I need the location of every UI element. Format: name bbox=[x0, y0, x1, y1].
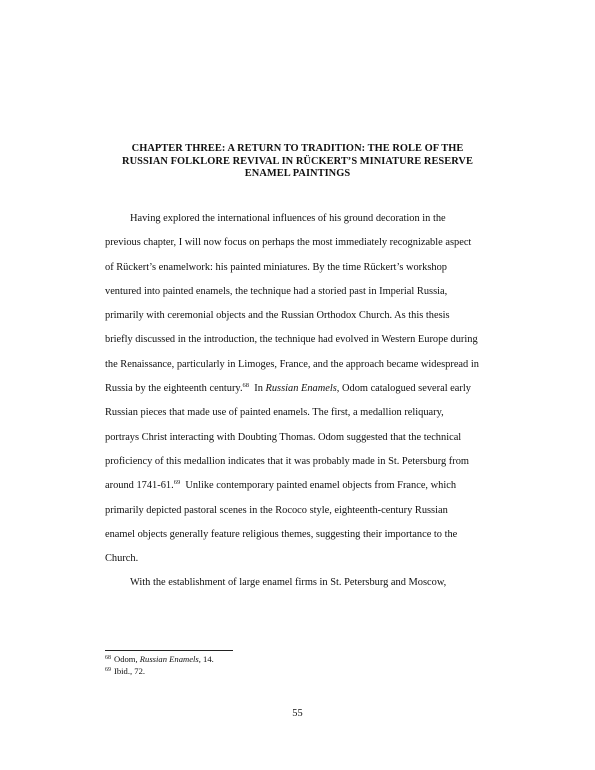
body-text-fragment: Russia by the eighteenth century. bbox=[105, 383, 243, 395]
body-line: of Rückert’s enamelwork: his painted miniatures. By the time Rückert’s workshop bbox=[105, 261, 447, 273]
body-line bbox=[105, 474, 505, 498]
footnote-number: 69 bbox=[105, 666, 111, 673]
body-line: portrays Christ interacting with Doubting Thomas. Odom suggested that the technical bbox=[105, 431, 462, 443]
footnote-text: , 14. bbox=[198, 654, 214, 664]
chapter-heading-line-3: ENAMEL PAINTINGS bbox=[244, 168, 351, 179]
chapter-heading-line-2: RUSSIAN FOLKLORE REVIVAL IN RÜCKERT’S MINIATURE RESERVE bbox=[122, 155, 473, 167]
body-line: the Renaissance, particularly in Limoges, France, and the approach became widespread in bbox=[105, 358, 479, 370]
body-line bbox=[105, 377, 505, 401]
footnotes bbox=[105, 654, 505, 678]
body-line: previous chapter, I will now focus on perhaps the most immediately recognizable aspect bbox=[105, 237, 472, 249]
body-line: primarily depicted pastoral scenes in the Rococo style, eighteenth-century Russian bbox=[105, 504, 448, 516]
footnote-text: Odom, bbox=[114, 654, 140, 664]
body-text-fragment: , Odom catalogued several early bbox=[336, 383, 471, 395]
body-text-fragment: In bbox=[249, 383, 266, 395]
footnote-reference: 68 bbox=[242, 382, 250, 390]
footnote-divider bbox=[105, 650, 233, 651]
chapter-heading bbox=[98, 143, 497, 181]
body-text-fragment: Unlike contemporary painted enamel objects from France, which bbox=[180, 480, 457, 492]
body-line: proficiency of this medallion indicates that it was probably made in St. Petersburg from bbox=[105, 455, 469, 467]
footnote-book-title: Russian Enamels bbox=[139, 654, 199, 664]
footnote-text: Ibid., 72. bbox=[114, 665, 146, 676]
body-line: Russian pieces that made use of painted enamels. The first, a medallion reliquary, bbox=[105, 407, 444, 419]
footnote bbox=[105, 666, 505, 678]
body-line: Church. bbox=[105, 553, 139, 565]
body-line: ventured into painted enamels, the technique had a storied past in Imperial Russia, bbox=[105, 285, 448, 297]
body-line: briefly discussed in the introduction, the technique had evolved in Western Europe during bbox=[105, 334, 478, 346]
chapter-heading-line-1: CHAPTER THREE: A RETURN TO TRADITION: THE ROLE OF THE bbox=[131, 143, 464, 154]
book-title: Russian Enamels bbox=[265, 383, 337, 395]
body-line: With the establishment of large enamel firms in St. Petersburg and Moscow, bbox=[130, 577, 447, 589]
footnote-reference: 69 bbox=[173, 479, 181, 487]
footnote-number: 68 bbox=[105, 655, 111, 661]
page-number: 55 bbox=[292, 708, 303, 719]
body-line: primarily with ceremonial objects and the Russian Orthodox Church. As this thesis bbox=[105, 310, 450, 322]
body-text bbox=[105, 207, 505, 596]
body-line: enamel objects generally feature religious themes, suggesting their importance to the bbox=[105, 528, 458, 540]
body-line: Having explored the international influences of his ground decoration in the bbox=[130, 213, 446, 224]
footnote bbox=[105, 654, 505, 666]
body-text-fragment: around 1741-61. bbox=[105, 480, 174, 492]
